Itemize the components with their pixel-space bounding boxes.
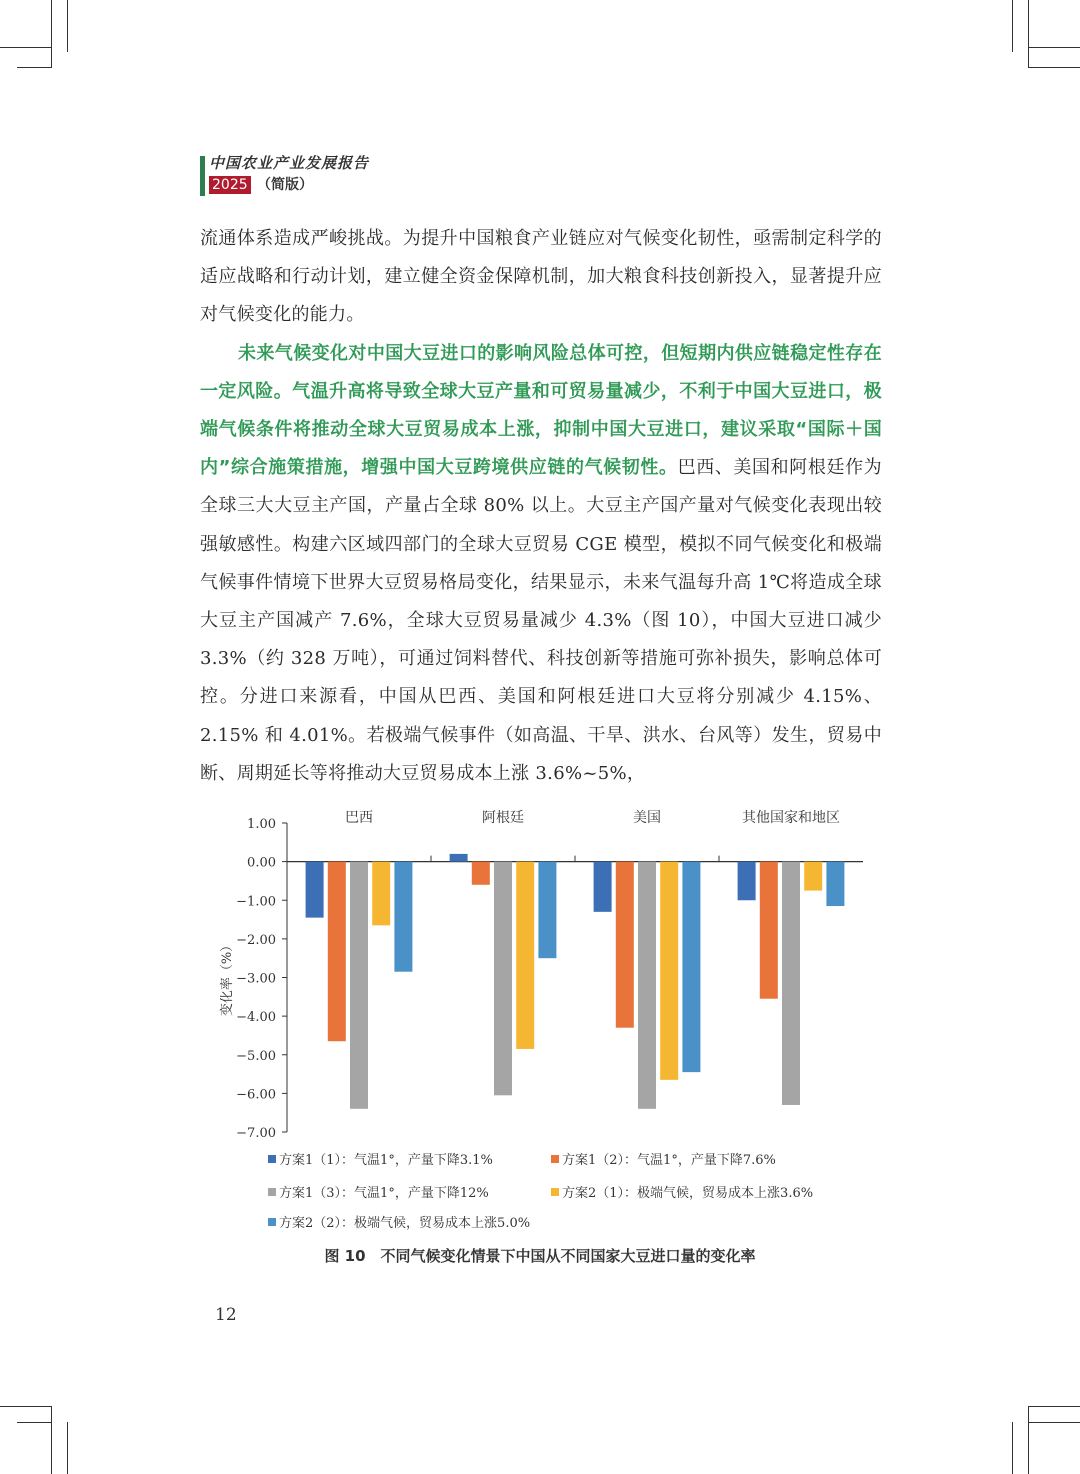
legend-label: 方案2（2）：极端气候，贸易成本上涨5.0% [279,1216,531,1231]
bar [328,862,346,1042]
bar [594,862,612,912]
bar [372,862,390,926]
paragraph [200,335,882,793]
legend-swatch [551,1188,559,1196]
legend-item [268,1182,489,1201]
bar [450,854,468,862]
bar [682,862,700,1073]
legend-item [268,1149,493,1168]
y-tick-label: −6.00 [236,1087,276,1103]
category-label: 美国 [633,810,661,826]
category-label: 巴西 [345,810,373,826]
bar [826,862,844,906]
legend-swatch [268,1188,276,1196]
report-edition: （简版） [257,177,313,193]
y-tick-label: −7.00 [236,1126,276,1141]
page-number: 12 [215,1305,237,1325]
legend-swatch [551,1155,559,1163]
text-segment: 巴西、美国和阿根廷作为全球三大大豆主产国，产量占全球 80% 以上。大豆主产国产量对气候变化表现出较强敏感性。构建六区域四部门的全球大豆贸易 CGE 模型，模拟不同气候变化和极端气候事件情境下世界大豆贸易格局变化，结果显示，未来气温每升高 1℃将造成全球大豆主产国减产 7.6%，全球大豆贸易量减少 4.3%（图 10），中国大豆进口减少 3.3%（约 328 万吨），可通过饲料替代、科技创新等措施可弥补损失，影响总体可控。分进口来源看，中国从巴西、美国和阿根廷进口大豆将分别减少 4.15%、2.15% 和 4.01%。若极端气候事件（如高温、干旱、洪水、台风等）发生，贸易中断、周期延长等将推动大豆贸易成本上涨 3.6%~5%， [200,457,882,784]
bar [760,862,778,999]
legend-label: 方案1（3）：气温1°，产量下降12% [279,1186,489,1201]
bar [472,862,490,885]
text-segment: 流通体系造成严峻挑战。为提升中国粮食产业链应对气候变化韧性，亟需制定科学的适应战略和行动计划，建立健全资金保障机制，加大粮食科技创新投入，显著提升应对气候变化的能力。 [200,228,882,326]
bar [738,862,756,901]
bar [804,862,822,891]
bar [306,862,324,918]
legend-swatch [268,1155,276,1163]
legend-label: 方案1（2）：气温1°，产量下降7.6% [562,1153,776,1168]
bar [782,862,800,1105]
y-tick-label: 0.00 [247,855,276,871]
bar-chart [200,800,880,1145]
legend-label: 方案2（1）：极端气候，贸易成本上涨3.6% [562,1186,814,1201]
y-tick-label: −1.00 [236,894,276,910]
bar [538,862,556,959]
body-text [200,220,882,793]
bar [616,862,634,1028]
bar [516,862,534,1049]
paragraph [200,220,882,335]
y-tick-label: −3.00 [236,971,276,987]
legend-label: 方案1（1）：气温1°，产量下降3.1% [279,1153,493,1168]
report-title: 中国农业产业发展报告 [209,154,370,172]
legend-item [551,1182,813,1201]
bar [660,862,678,1080]
legend-item [551,1149,776,1168]
report-year: 2025 [209,176,251,194]
legend-item [268,1212,530,1231]
y-axis-label: 变化率（%） [220,938,235,1017]
highlighted-text: 未来气候变化对中国大豆进口的影响风险总体可控，但短期内供应链稳定性存在一定风险。气温升高将导致全球大豆产量和可贸易量减少，不利于中国大豆进口，极端气候条件将推动全球大豆贸易成本上涨，抑制中国大豆进口，建议采取“国际＋国内”综合施策措施，增强中国大豆跨境供应链的气候韧性。 [200,342,882,479]
legend-swatch [268,1218,276,1226]
category-label: 其他国家和地区 [742,810,840,826]
y-tick-label: −4.00 [236,1010,276,1026]
y-tick-label: −2.00 [236,932,276,948]
header-accent-bar [200,156,205,196]
y-tick-label: 1.00 [247,817,276,832]
bar [638,862,656,1109]
y-tick-label: −5.00 [236,1048,276,1064]
bar [494,862,512,1096]
bar [394,862,412,972]
figure-caption: 图 10 不同气候变化情景下中国从不同国家大豆进口量的变化率 [324,1247,756,1265]
category-label: 阿根廷 [482,810,524,826]
bar [350,862,368,1109]
